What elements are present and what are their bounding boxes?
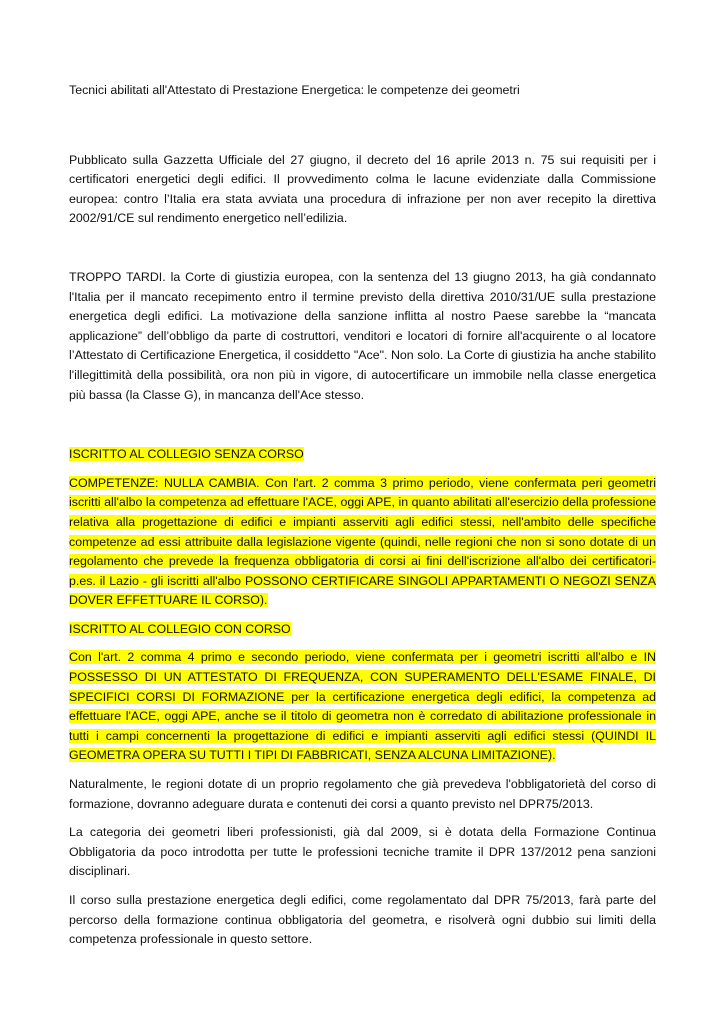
document-title: Tecnici abilitati all'Attestato di Prestazione Energetica: le competenze dei geometri [69, 83, 520, 97]
corso-paragraph: Il corso sulla prestazione energetica degli edifici, come regolamentato dal DPR 75/2013, farà parte del percorso della formazione continua obbligatoria del geometra, e risolverà ogni dubbio sui limiti della competenza professionale in questo settore. [69, 893, 656, 947]
section-con-corso-body-text: Con l'art. 2 comma 4 primo e secondo periodo, viene confermata per i geometri iscritti all'albo e IN POSSESSO DI UN ATTESTATO DI FREQUENZA, CON SUPERAMENTO DELL'ESAME FINALE, DI SPECIFICI CORSI DI FORMAZIONE per la certificazione energetica degli edifici, la competenza ad effettuare l'ACE, oggi APE, anche se il titolo di geometra non è corredato di abilitazione professionale in tutti i campi concernenti la progettazione di edifici e impianti asserviti agli edifici stessi (QUINDI IL GEOMETRA OPERA SU TUTTI I TIPI DI FABBRICATI, SENZA ALCUNA LIMITAZIONE). [69, 650, 656, 763]
section-con-corso-heading-text: ISCRITTO AL COLLEGIO CON CORSO [69, 621, 291, 636]
section-senza-corso-body [69, 474, 656, 611]
regioni-paragraph: Naturalmente, le regioni dotate di un proprio regolamento che già prevedeva l'obbligatorietà del corso di formazione, dovranno adeguare durata e contenuti dei corsi a quanto previsto nel DPR75/2013. [69, 777, 656, 811]
troppo-tardi-paragraph: TROPPO TARDI. la Corte di giustizia europea, con la sentenza del 13 giugno 2013, ha già condannato l'Italia per il mancato recepimento entro il termine previsto della direttiva 2010/31/UE sulla prestazione energetica degli edifici. La motivazione della sanzione inflitta al nostro Paese sarebbe la “mancata applicazione” dell’obbligo da parte di costruttori, venditori e locatori di fornire all'acquirente o al locatore l’Attestato di Certificazione Energetica, il cosiddetto "Ace". Non solo. La Corte di giustizia ha anche stabilito l'illegittimità della possibilità, ora non più in vigore, di autocertificare un immobile nella classe energetica più bassa (la Classe G), in mancanza dell'Ace stesso. [69, 269, 656, 402]
section-con-corso-body [69, 648, 656, 766]
section-senza-corso-heading [69, 445, 656, 465]
section-con-corso-heading [69, 620, 656, 640]
section-senza-corso-body-text: COMPETENZE: NULLA CAMBIA. Con l'art. 2 comma 3 primo periodo, viene confermata peri geometri iscritti all'albo la competenza ad effettuare l'ACE, oggi APE, in quanto abilitati all'esercizio della professione relativa alla progettazione di edifici e impianti asserviti agli edifici stessi, nell'ambito delle specifiche competenze ad essi attribuite dalla legislazione vigente (quindi, nelle regioni che non si sono dotate di un regolamento che prevede la frequenza obbligatoria di corsi ai fini dell'iscrizione all'albo dei certificatori-p.es. il Lazio - gli iscritti all'albo POSSONO CERTIFICARE SINGOLI APPARTAMENTI O NEGOZI SENZA DOVER EFFETTUARE IL CORSO). [69, 475, 656, 608]
section-senza-corso-heading-text: ISCRITTO AL COLLEGIO SENZA CORSO [69, 447, 304, 462]
categoria-paragraph: La categoria dei geometri liberi professionisti, già dal 2009, si è dotata della Formazione Continua Obbligatoria da poco introdotta per tutte le professioni tecniche tramite il DPR 137/2012 pena sanzioni disciplinari. [69, 825, 656, 879]
intro-paragraph: Pubblicato sulla Gazzetta Ufficiale del 27 giugno, il decreto del 16 aprile 2013 n. 75 sui requisiti per i certificatori energetici degli edifici. Il provvedimento colma le lacune evidenziate dalla Commissione europea: contro l’Italia era stata avviata una procedura di infrazione per non aver recepito la direttiva 2002/91/CE sul rendimento energetico nell’edilizia. [69, 152, 656, 226]
